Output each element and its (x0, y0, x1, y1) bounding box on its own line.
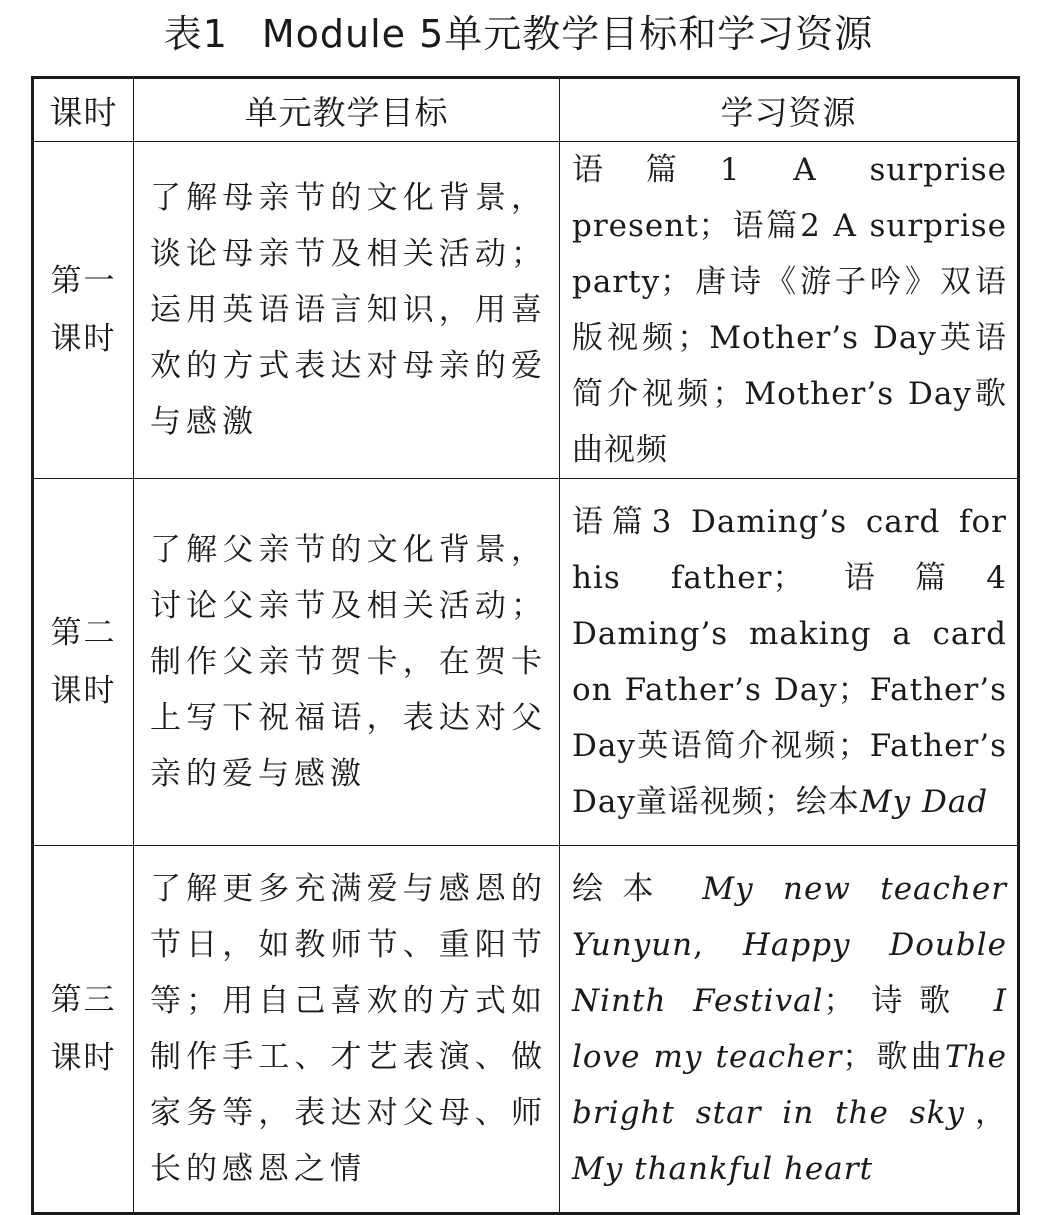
table-row (33, 479, 1019, 846)
book-title: Happy Double Ninth Festival (572, 927, 1007, 1019)
period-cell (33, 479, 134, 846)
table-number: 表1 (163, 12, 228, 56)
table-row (33, 846, 1019, 1214)
header-period: 课时 (33, 78, 134, 142)
resources-cell (560, 479, 1019, 846)
period-line1: 第二 (50, 615, 117, 651)
goal-cell: 了解父亲节的文化背景，讨论父亲节及相关活动；制作父亲节贺卡，在贺卡上写下祝福语，表达对父亲的爱与感激 (134, 479, 560, 846)
resources-cell: 语篇1 A surprise present；语篇2 A surprise party；唐诗《游子吟》双语版视频；Mother’s Day英语简介视频；Mother’s Day歌曲视频 (560, 142, 1019, 479)
resources-text: 语篇3 Daming’s card for his father；语篇4 Daming’s making a card on Father’s Day；Father’s Day英语简介视频；Father’s Day童谣视频；绘本 (572, 504, 1007, 820)
book-title: My new teacher Yunyun (572, 871, 1008, 963)
song-label: 歌曲 (874, 1039, 945, 1075)
table-row (33, 142, 1019, 479)
book-title: My Dad (859, 784, 989, 820)
period-cell (33, 142, 134, 479)
period-line2: 课时 (50, 673, 117, 709)
header-goals: 单元教学目标 (134, 78, 560, 142)
period-cell (33, 846, 134, 1214)
period-line2: 课时 (50, 321, 117, 357)
teaching-goals-table (31, 76, 1020, 1215)
period-line1: 第三 (50, 982, 117, 1018)
table-header-row (33, 78, 1019, 142)
picture-book-label: 绘本 (572, 871, 674, 907)
table-title (0, 10, 1037, 58)
table-caption: Module 5单元教学目标和学习资源 (261, 12, 874, 56)
period-line1: 第一 (50, 263, 117, 299)
poem-title: I love my teacher (572, 983, 1008, 1075)
resources-cell: 绘本 My new teacher Yunyun, Happy Double Ninth Festival；诗歌 I love my teacher；歌曲The bright star in the sky，My thankful heart (560, 846, 1019, 1214)
goal-cell: 了解母亲节的文化背景，谈论母亲节及相关活动；运用英语语言知识，用喜欢的方式表达对母亲的爱与感激 (134, 142, 560, 479)
poem-label: 诗歌 (855, 983, 968, 1019)
period-line2: 课时 (50, 1040, 117, 1076)
header-resources: 学习资源 (560, 78, 1019, 142)
song-title: My thankful heart (572, 1151, 874, 1187)
song-title: The bright star in the sky (572, 1039, 1007, 1131)
goal-cell: 了解更多充满爱与感恩的节日，如教师节、重阳节等；用自己喜欢的方式如制作手工、才艺表演、做家务等，表达对父母、师长的感恩之情 (134, 846, 560, 1214)
